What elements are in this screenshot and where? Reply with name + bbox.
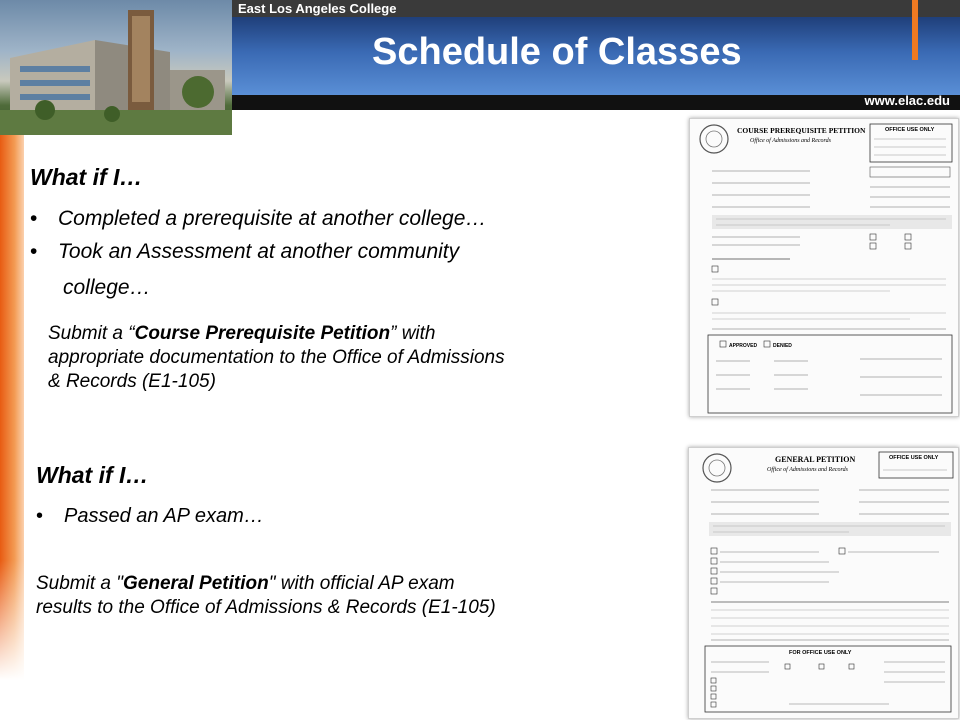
list-item: • Took an Assessment at another community <box>30 235 486 268</box>
college-name: East Los Angeles College <box>238 1 397 16</box>
form-subtitle: Office of Admissions and Records <box>767 467 848 473</box>
form-subtitle: Office of Admissions and Records <box>750 138 831 144</box>
form-approved-label: APPROVED <box>729 343 758 349</box>
instruction-line3: & Records (E1-105) <box>48 371 216 392</box>
site-url[interactable]: www.elac.edu <box>864 93 950 108</box>
list-item: • Completed a prerequisite at another college… <box>30 202 486 235</box>
form-name-prerequisite: Course Prerequisite Petition <box>134 323 391 344</box>
section2-heading: What if I… <box>36 462 149 488</box>
list-item: • Passed an AP exam… <box>36 502 264 530</box>
general-petition-form-image <box>688 447 959 719</box>
campus-building-illustration <box>0 0 232 135</box>
accent-bar <box>912 0 918 60</box>
form-office-box: OFFICE USE ONLY <box>889 455 939 461</box>
form-illustration <box>689 448 958 718</box>
form-office-box: OFFICE USE ONLY <box>885 127 935 133</box>
form-title: COURSE PREREQUISITE PETITION <box>737 126 866 135</box>
instruction-line2: appropriate documentation to the Office of Admissions <box>48 347 505 368</box>
section1-bullet-continuation: college… <box>63 276 151 299</box>
form-name-general: General Petition <box>123 573 269 594</box>
section1-bullets <box>30 202 486 268</box>
instruction-suffix: " with official AP exam <box>268 573 455 594</box>
campus-photo <box>0 0 232 135</box>
instruction-line2: results to the Office of Admissions & Records (E1-105) <box>36 597 496 618</box>
section1-heading: What if I… <box>30 164 143 190</box>
form-illustration <box>690 119 958 416</box>
page-title: Schedule of Classes <box>372 31 742 73</box>
instruction-prefix: Submit a “ <box>48 323 135 344</box>
left-accent-fade <box>0 560 24 680</box>
section2-instruction <box>36 572 686 620</box>
form-denied-label: DENIED <box>773 343 792 349</box>
section2-bullets <box>36 502 264 530</box>
section1-instruction <box>48 322 688 394</box>
url-bar <box>232 95 960 110</box>
form-office-box-bottom: FOR OFFICE USE ONLY <box>789 650 852 656</box>
form-title: GENERAL PETITION <box>775 455 856 464</box>
instruction-prefix: Submit a " <box>36 573 124 594</box>
prerequisite-petition-form-image <box>689 118 959 417</box>
instruction-suffix: ” with <box>390 323 436 344</box>
